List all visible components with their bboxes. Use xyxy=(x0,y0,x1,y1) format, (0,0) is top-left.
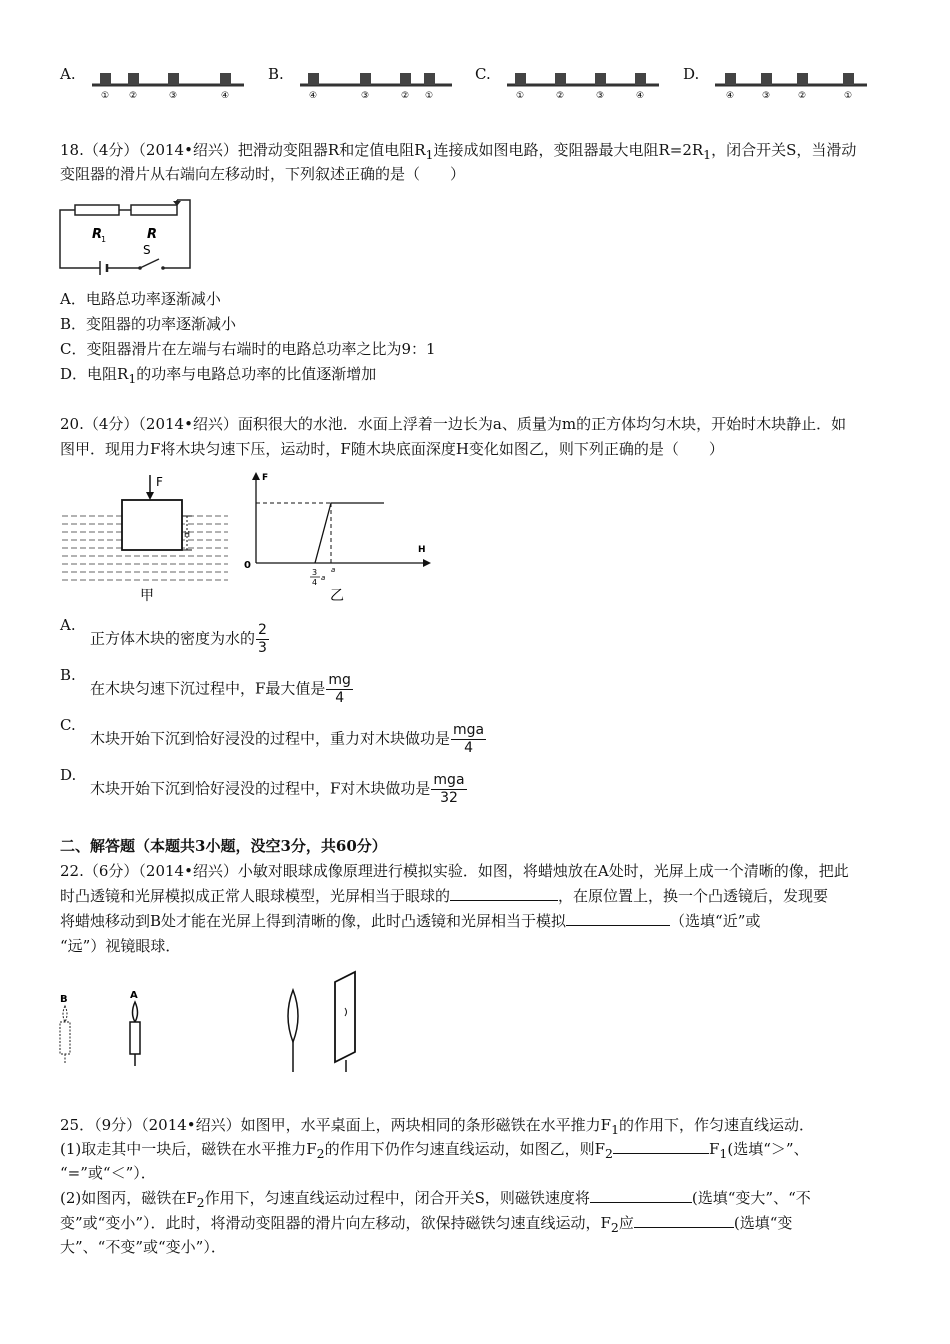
q20-yi-caption: 乙 xyxy=(330,588,344,604)
q20-option-d-label: D. xyxy=(60,766,77,784)
q20-yi-tick1-num: 3 xyxy=(312,568,318,577)
q20-option-a-frac: $\frac{2}{3}$ xyxy=(258,622,267,656)
q17-c-c4: ④ xyxy=(635,91,645,100)
q18-stem-line2: 变阻器的滑片从右端向左移动时，下列叙述正确的是（ ） xyxy=(60,165,466,183)
q17-option-b-figure xyxy=(296,68,454,100)
q18-option-d: D．电阻$R_1$的功率与电路总功率的比值逐渐增加 xyxy=(60,365,377,386)
q22-stem-line1: 22.（6分）（2014•绍兴）小敏对眼球成像原理进行模拟实验．如图，将蜡烛放在A处时，光屏上成一个清晰的像，把此 xyxy=(60,862,849,880)
q18-option-c: C．变阻器滑片在左端与右端时的电路总功率之比为9：1 xyxy=(60,340,436,358)
q20-yi-tick1-a: a xyxy=(321,574,326,582)
q17-options xyxy=(0,60,950,105)
q25-blank-3[interactable] xyxy=(634,1213,734,1228)
q25-blank-2[interactable] xyxy=(590,1188,692,1203)
q20-figure-jia xyxy=(60,470,230,605)
q17-option-c-label: C. xyxy=(475,65,491,83)
q20-yi-f: F xyxy=(262,473,269,483)
q25-stem-line5: 变”或“变小”）．此时，将滑动变阻器的滑片向左移动，欲保持磁铁匀速直线运动，$F_2$应 (选填“变 xyxy=(60,1214,793,1235)
q17-b-c4: ① xyxy=(424,91,434,100)
q20-option-b-text: 在木块匀速下沉过程中，F最大值是 $\frac{mg}{4}$ xyxy=(90,672,351,706)
q22-optics-figure xyxy=(55,968,375,1078)
q22-fig-a: A xyxy=(130,990,138,1001)
q20-jia-caption: 甲 xyxy=(140,588,154,604)
q17-b-c1: ④ xyxy=(308,91,318,100)
q22-blank-1[interactable] xyxy=(450,886,558,901)
q18-fig-r1-label: R xyxy=(92,227,103,242)
q25-stem-line1: 25．（9分）（2014•绍兴）如图甲，水平桌面上，两块相同的条形磁铁在水平推力$F_1$的作用下，作匀速直线运动． xyxy=(60,1116,815,1137)
q17-a-c2: ② xyxy=(128,91,138,100)
q20-option-c-label: C. xyxy=(60,716,76,734)
q20-stem-line2: 图甲．现用力F将木块匀速下压，运动时，F随木块底面深度H变化如图乙，则下列正确的是（ ） xyxy=(60,440,724,458)
q20-option-d-text: 木块开始下沉到恰好浸没的过程中，F对木块做功是 $\frac{\text{mga}}{32}$ xyxy=(90,772,465,806)
q20-yi-o: 0 xyxy=(244,560,251,571)
q20-yi-tick2: a xyxy=(331,566,336,574)
q20-option-d-frac: $\frac{\text{mga}}{32}$ xyxy=(433,772,465,806)
q18-option-b: B．变阻器的功率逐渐减小 xyxy=(60,315,237,333)
section2-title: 二、解答题（本题共3小题，没空3分，共60分） xyxy=(60,837,387,855)
q17-d-c3: ② xyxy=(797,91,807,100)
q20-jia-f: F xyxy=(156,475,163,489)
q18-stem-line1: 18.（4分）（2014•绍兴）把滑动变阻器R和定值电阻$R_1$连接成如图电路，变阻器最大电阻$R=2R_1$，闭合开关S，当滑动 xyxy=(60,141,857,162)
q17-d-c4: ① xyxy=(843,91,853,100)
q22-stem-line2: 时凸透镜和光屏模拟成正常人眼球模型，光屏相当于眼球的 ，在原位置上，换一个凸透镜后，发现要 xyxy=(60,887,829,905)
q17-d-c2: ③ xyxy=(761,91,771,100)
q17-a-c4: ④ xyxy=(220,91,230,100)
q17-option-d-label: D. xyxy=(683,65,700,83)
q20-figure-yi xyxy=(238,468,438,608)
q20-yi-h: H xyxy=(418,545,426,555)
q18-fig-s-label: S xyxy=(143,243,151,257)
q25-stem-line3: “=”或“＜”）． xyxy=(60,1164,156,1182)
q18-circuit-diagram xyxy=(55,188,200,278)
q17-a-c1: ① xyxy=(100,91,110,100)
q18-fig-r-label: R xyxy=(147,227,158,242)
q20-stem-line1: 20.（4分）（2014•绍兴）面积很大的水池．水面上浮着一边长为a、质量为m的正方体均匀木块，开始时木块静止．如 xyxy=(60,415,847,433)
q20-jia-h: H xyxy=(184,530,191,539)
q20-yi-tick1-den: 4 xyxy=(312,578,318,587)
q17-option-c-figure xyxy=(503,68,661,100)
q20-option-b-frac: $\frac{mg}{4}$ xyxy=(328,672,351,706)
q22-blank-2[interactable] xyxy=(566,911,670,926)
q25-stem-line6: 大”、“不变”或“变小”）． xyxy=(60,1238,226,1256)
q22-fig-b: B xyxy=(60,994,68,1005)
q17-c-c2: ② xyxy=(555,91,565,100)
q18-fig-r1-sub: 1 xyxy=(101,235,107,244)
q17-c-c1: ① xyxy=(515,91,525,100)
q18-option-a: A．电路总功率逐渐减小 xyxy=(60,290,221,308)
q17-option-a-label: A. xyxy=(60,65,76,83)
q25-blank-1[interactable] xyxy=(613,1139,709,1154)
q17-option-d-figure xyxy=(711,68,869,100)
q17-a-c3: ③ xyxy=(168,91,178,100)
q20-option-c-frac: $\frac{\text{mga}}{4}$ xyxy=(453,722,485,756)
q25-stem-line4: (2)如图丙，磁铁在$F_2$作用下，匀速直线运动过程中，闭合开关S，则磁铁速度将 (选填“变大”、“不 xyxy=(60,1189,811,1210)
q20-option-b-label: B. xyxy=(60,666,76,684)
q17-c-c3: ③ xyxy=(595,91,605,100)
q20-option-a-label: A. xyxy=(60,616,76,634)
q17-b-c2: ③ xyxy=(360,91,370,100)
q17-d-c1: ④ xyxy=(725,91,735,100)
q20-option-a-text: 正方体木块的密度为水的 $\frac{2}{3}$ xyxy=(90,622,267,656)
q17-b-c3: ② xyxy=(400,91,410,100)
q17-option-b-label: B. xyxy=(268,65,284,83)
q20-option-c-text: 木块开始下沉到恰好浸没的过程中，重力对木块做功是 $\frac{\text{mga}}{4}$ xyxy=(90,722,485,756)
q17-option-a-figure xyxy=(88,68,246,100)
q25-stem-line2: (1)取走其中一块后，磁铁在水平推力$F_2$的作用下仍作匀速直线运动，如图乙，则$F_2$ $F_1$(选填“＞”、 xyxy=(60,1140,809,1161)
q22-stem-line4: “远”）视镜眼球． xyxy=(60,937,181,955)
q22-stem-line3: 将蜡烛移动到B处才能在光屏上得到清晰的像，此时凸透镜和光屏相当于模拟 （选填“近”或 xyxy=(60,912,761,930)
